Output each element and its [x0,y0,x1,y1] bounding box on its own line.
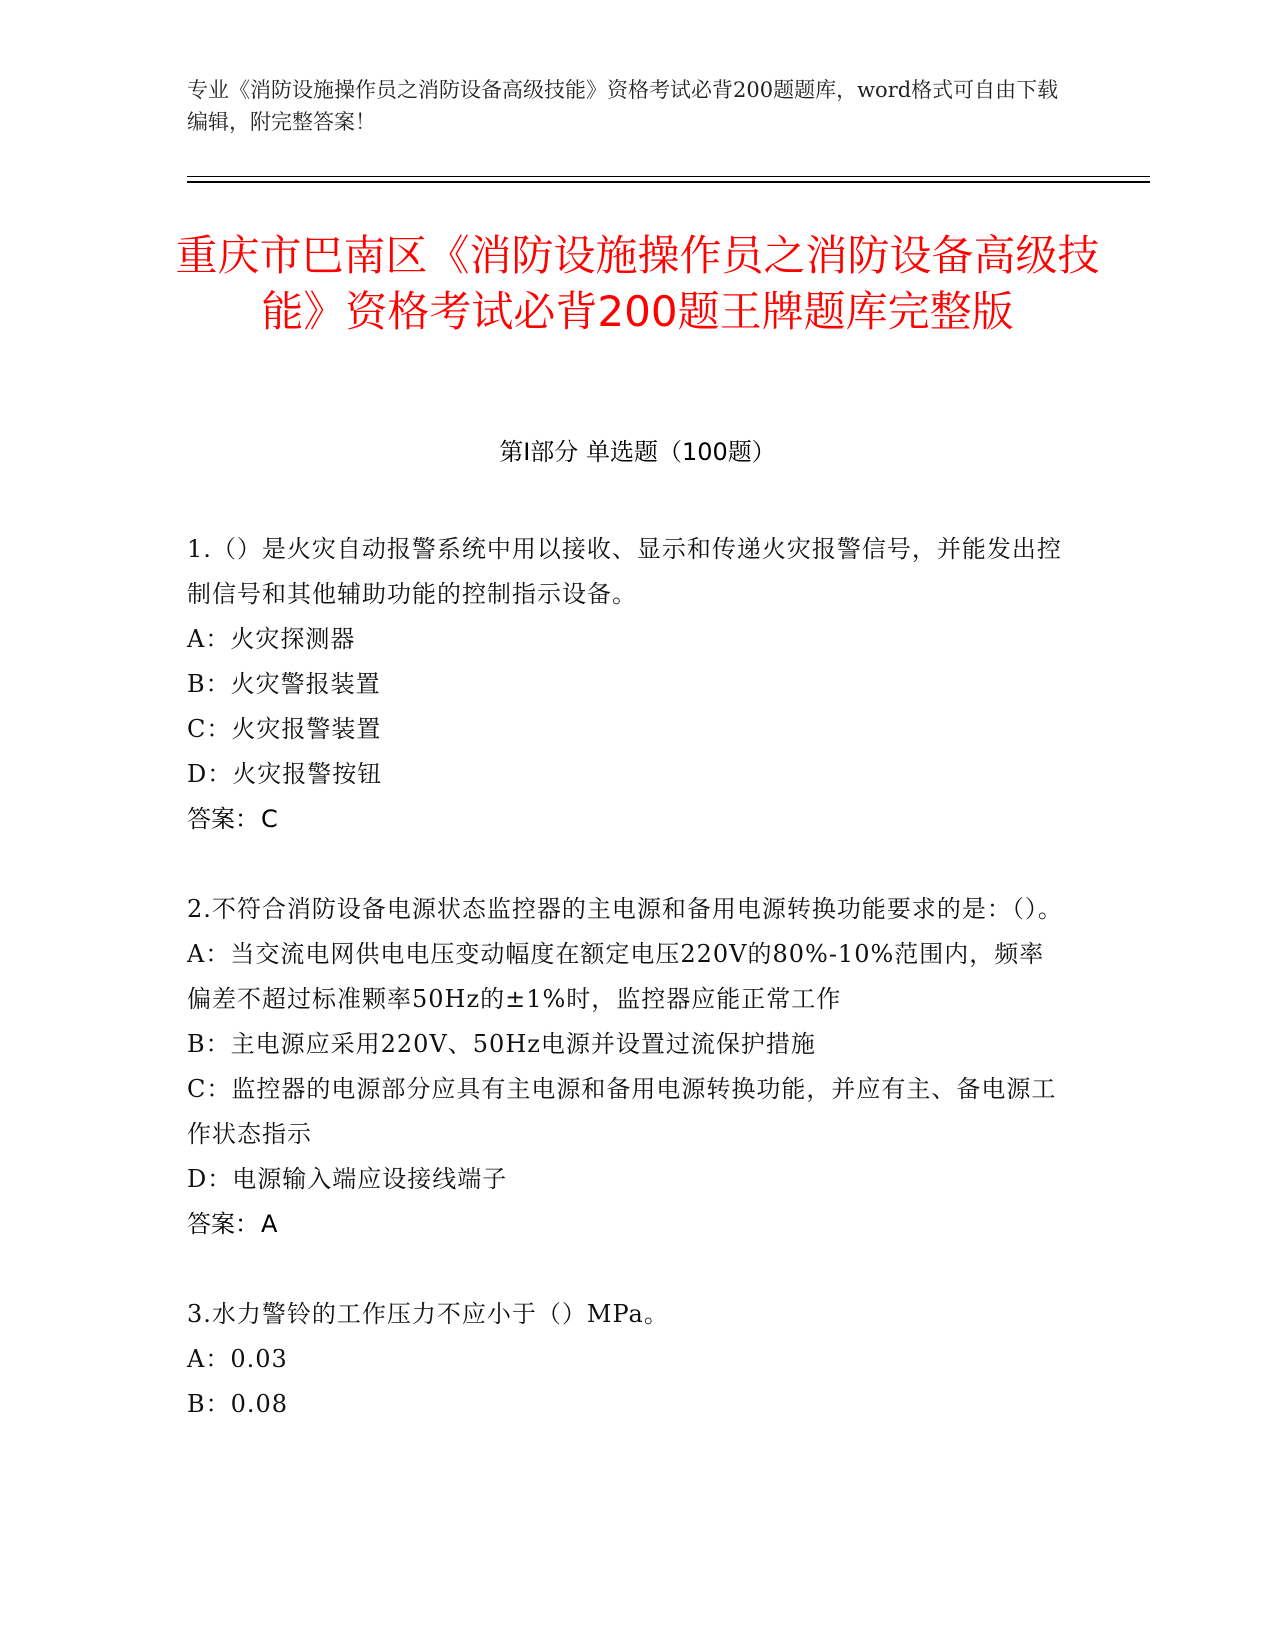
answer-value: A [261,1210,278,1238]
question-3 [187,1292,1067,1427]
option-d: D：火灾报警按钮 [187,760,383,788]
option-b: B：火灾警报装置 [187,670,381,698]
question-stem: 2.不符合消防设备电源状态监控器的主电源和备用电源转换功能要求的是：（）。 [187,895,1063,923]
option-c: C：火灾报警装置 [187,715,382,743]
option-b: B：0.08 [187,1390,289,1418]
answer-label: 答案： [187,805,259,833]
answer-line [187,1202,1067,1247]
question-1 [187,527,1067,842]
document-title: 重庆市巴南区《消防设施操作员之消防设备高级技能》资格考试必背200题王牌题库完整版 [175,231,1100,336]
answer-label: 答案： [187,1210,259,1238]
answer-value: C [261,805,278,833]
question-stem: 1.（）是火灾自动报警系统中用以接收、显示和传递火灾报警信号，并能发出控制信号和其他辅助功能的控制指示设备。 [187,535,1062,608]
option-c: C：监控器的电源部分应具有主电源和备用电源转换功能，并应有主、备电源工作状态指示 [187,1075,1057,1148]
section-heading: 第I部分 单选题（100题） [499,438,776,466]
option-a: A：0.03 [187,1345,288,1373]
option-b: B：主电源应采用220V、50Hz电源并设置过流保护措施 [187,1030,816,1058]
header-rule-thick [187,181,1150,183]
question-list [187,527,1067,1472]
answer-line [187,797,1067,842]
option-a: A：火灾探测器 [187,625,356,653]
option-d: D：电源输入端应设接线端子 [187,1165,508,1193]
question-2 [187,887,1067,1247]
header-note: 专业《消防设施操作员之消防设备高级技能》资格考试必背200题题库，word格式可自由下载编辑，附完整答案！ [187,78,1059,134]
header-rule-thin [187,176,1150,177]
option-a: A：当交流电网供电电压变动幅度在额定电压220V的80%-10%范围内，频率偏差不超过标准颗率50Hz的±1%时，监控器应能正常工作 [187,940,1045,1013]
question-stem: 3.水力警铃的工作压力不应小于（）MPa。 [187,1300,669,1328]
